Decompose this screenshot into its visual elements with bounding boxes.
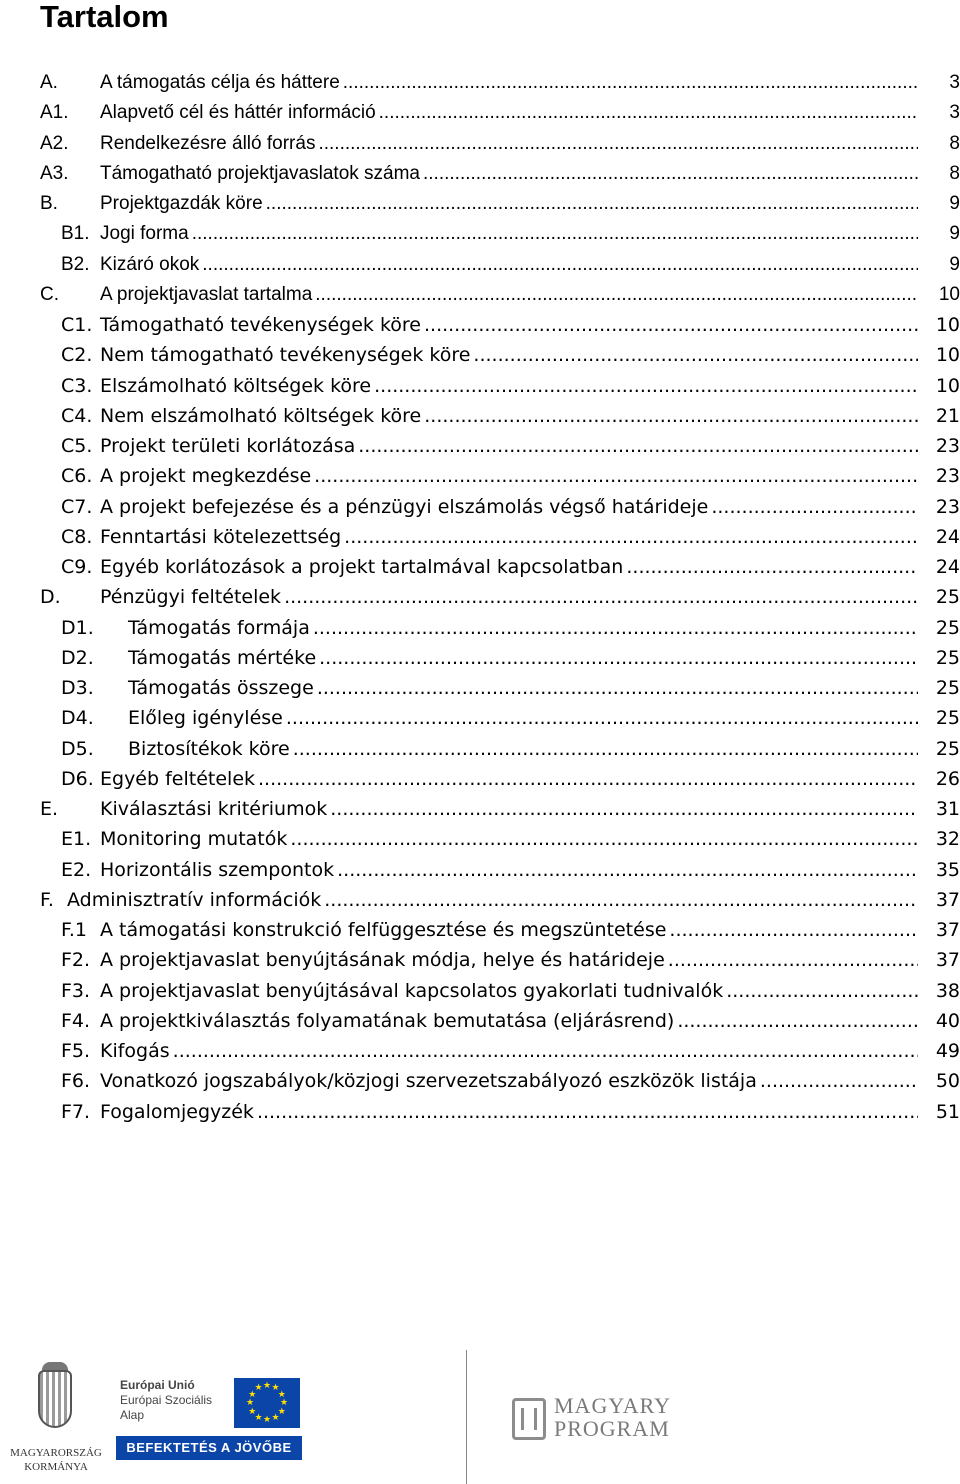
toc-entry-page: 8 xyxy=(949,162,960,184)
toc-entry-page: 10 xyxy=(935,374,960,397)
toc-entry-number: C4. xyxy=(61,404,93,427)
eu-star-icon: ★ xyxy=(254,1383,263,1394)
toc-leader-dots xyxy=(319,643,918,673)
toc-leader-dots xyxy=(330,794,918,824)
toc-entry-number: F4. xyxy=(61,1009,91,1032)
coat-of-arms-icon xyxy=(38,1370,72,1428)
toc-leader-dots xyxy=(173,1036,918,1066)
eu-star-icon: ★ xyxy=(277,1406,286,1417)
toc-entry-label: A projektjavaslat benyújtásával kapcsolatos gyakorlati tudnivalók xyxy=(100,979,724,1002)
toc-entry-label: Kifogás xyxy=(100,1040,170,1062)
toc-entry-page: 51 xyxy=(935,1100,960,1123)
toc-entry[interactable] xyxy=(40,1036,960,1066)
toc-entry-label: Biztosítékok köre xyxy=(128,737,290,760)
eu-flag-icon xyxy=(234,1378,300,1428)
toc-leader-dots xyxy=(317,673,918,703)
toc-entry-label: A projektkiválasztás folyamatának bemutatása (eljárásrend) xyxy=(100,1009,675,1032)
toc-entry-page: 25 xyxy=(935,677,960,699)
toc-entry-label: Egyéb korlátozások a projekt tartalmával kapcsolatban xyxy=(100,556,624,578)
toc-entry-label: Pénzügyi feltételek xyxy=(100,586,282,609)
toc-entry[interactable] xyxy=(40,794,960,824)
toc-leader-dots xyxy=(192,219,918,249)
toc-entry-page: 37 xyxy=(935,919,960,941)
toc-entry[interactable] xyxy=(40,734,960,764)
government-logo-text: MAGYARORSZÁG KORMÁNYA xyxy=(10,1447,102,1473)
toc-entry-label: Rendelkezésre álló forrás xyxy=(100,132,316,154)
magyary-program-logo xyxy=(512,1394,702,1444)
toc-leader-dots xyxy=(358,431,918,461)
toc-leader-dots xyxy=(760,1066,918,1096)
toc-entry-number: C3. xyxy=(61,374,93,397)
toc-leader-dots xyxy=(677,1006,918,1036)
toc-entry[interactable] xyxy=(40,643,960,673)
toc-leader-dots xyxy=(257,1097,918,1127)
toc-leader-dots xyxy=(669,915,918,945)
toc-entry-number: D2. xyxy=(61,646,94,669)
toc-entry-page: 38 xyxy=(935,979,960,1002)
toc-entry-label: A támogatás célja és háttere xyxy=(100,72,340,93)
toc-entry-label: Jogi forma xyxy=(100,223,189,245)
toc-entry[interactable] xyxy=(40,461,960,491)
toc-leader-dots xyxy=(314,461,918,491)
toc-entry-label: A támogatási konstrukció felfüggesztése és megszüntetése xyxy=(100,919,667,941)
toc-entry-label: Elszámolható költségek köre xyxy=(100,374,372,397)
toc-entry-number: C7. xyxy=(61,495,93,518)
toc-entry-label: A projekt befejezése és a pénzügyi elszámolás végső határideje xyxy=(100,495,709,518)
toc-entry-number: A1. xyxy=(40,102,69,124)
toc-entry[interactable] xyxy=(40,492,960,522)
toc-leader-dots xyxy=(344,522,918,552)
toc-entry[interactable] xyxy=(40,582,960,612)
toc-leader-dots xyxy=(293,734,918,764)
toc-entry-page: 40 xyxy=(935,1009,960,1032)
eu-star-icon: ★ xyxy=(248,1406,257,1417)
toc-entry-number: D1. xyxy=(61,616,94,639)
toc-entry-page: 31 xyxy=(935,798,960,820)
eu-banner: BEFEKTETÉS A JÖVŐBE xyxy=(116,1436,302,1460)
toc-entry-number: F.1 xyxy=(61,919,88,941)
eu-star-icon: ★ xyxy=(248,1389,257,1400)
toc-entry-page: 26 xyxy=(935,767,960,790)
magyary-icon xyxy=(512,1398,546,1440)
toc-entry-label: A projekt megkezdése xyxy=(100,465,312,488)
toc-entry-label: Támogatás formája xyxy=(128,616,310,639)
table-of-contents xyxy=(40,68,960,1127)
toc-entry-number: C8. xyxy=(61,525,93,548)
toc-entry-page: 37 xyxy=(935,888,960,911)
toc-entry-page: 3 xyxy=(949,72,960,93)
toc-entry-number: F7. xyxy=(61,1100,91,1123)
toc-entry-number: F2. xyxy=(61,949,91,972)
toc-entry-page: 25 xyxy=(935,586,960,609)
toc-entry-label: Projektgazdák köre xyxy=(100,193,263,214)
toc-entry[interactable] xyxy=(40,1006,960,1036)
toc-entry-page: 25 xyxy=(935,737,960,760)
toc-entry[interactable] xyxy=(40,250,960,280)
toc-entry-number: C2. xyxy=(61,344,93,367)
toc-entry[interactable] xyxy=(40,431,960,461)
toc-entry-page: 25 xyxy=(935,707,960,730)
eu-star-icon: ★ xyxy=(277,1389,286,1400)
toc-entry-page: 35 xyxy=(935,858,960,881)
toc-entry-page: 24 xyxy=(935,525,960,548)
toc-leader-dots xyxy=(315,280,918,310)
page-title: Tartalom xyxy=(40,0,169,34)
toc-entry[interactable] xyxy=(40,945,960,975)
toc-entry-label: Adminisztratív információk xyxy=(67,888,322,911)
toc-entry-number: F5. xyxy=(61,1040,91,1062)
toc-entry-label: Projekt területi korlátozása xyxy=(100,435,356,457)
toc-leader-dots xyxy=(324,885,918,915)
toc-entry[interactable] xyxy=(40,1066,960,1096)
toc-entry-page: 23 xyxy=(935,495,960,518)
toc-leader-dots xyxy=(711,492,918,522)
toc-entry-number: A2. xyxy=(40,132,69,154)
toc-leader-dots xyxy=(424,310,918,340)
toc-leader-dots xyxy=(313,613,918,643)
toc-entry-number: C6. xyxy=(61,465,93,488)
toc-entry[interactable] xyxy=(40,310,960,340)
magyary-logo-text: MAGYARY PROGRAM xyxy=(554,1393,672,1441)
toc-entry-label: A projektjavaslat tartalma xyxy=(100,283,313,305)
eu-star-icon: ★ xyxy=(246,1398,255,1408)
toc-entry-label: Egyéb feltételek xyxy=(100,767,256,790)
toc-entry[interactable] xyxy=(40,371,960,401)
toc-entry[interactable] xyxy=(40,552,960,582)
toc-entry-number: D6. xyxy=(61,767,94,790)
footer-logos xyxy=(0,1350,960,1484)
toc-entry-number: E. xyxy=(40,798,59,820)
toc-entry[interactable] xyxy=(40,764,960,794)
toc-entry[interactable] xyxy=(40,68,960,98)
toc-entry[interactable] xyxy=(40,915,960,945)
toc-leader-dots xyxy=(202,250,918,280)
toc-entry-label: Monitoring mutatók xyxy=(100,828,288,851)
toc-entry-page: 49 xyxy=(935,1040,960,1062)
eu-star-icon: ★ xyxy=(254,1412,263,1423)
toc-entry-page: 50 xyxy=(935,1070,960,1093)
eu-star-icon: ★ xyxy=(271,1412,280,1423)
toc-leader-dots xyxy=(286,703,918,733)
toc-leader-dots xyxy=(668,945,918,975)
toc-entry-number: E2. xyxy=(61,858,92,881)
toc-leader-dots xyxy=(290,824,918,854)
toc-entry-label: Vonatkozó jogszabályok/közjogi szervezetszabályozó eszközök listája xyxy=(100,1070,757,1093)
toc-entry-label: Alapvető cél és háttér információ xyxy=(100,102,376,124)
toc-entry-number: D. xyxy=(40,586,61,609)
toc-entry-page: 25 xyxy=(935,616,960,639)
toc-entry-number: B2. xyxy=(61,253,90,275)
footer-divider xyxy=(466,1350,467,1484)
toc-entry-label: A projektjavaslat benyújtásának módja, helye és határideje xyxy=(100,949,665,972)
toc-entry-page: 9 xyxy=(949,193,960,214)
toc-entry-number: C9. xyxy=(61,556,93,578)
toc-entry-page: 9 xyxy=(949,253,960,275)
toc-entry-label: Támogatható projektjavaslatok száma xyxy=(100,162,420,184)
toc-entry-label: Támogatás mértéke xyxy=(128,646,317,669)
toc-leader-dots xyxy=(258,764,918,794)
toc-entry[interactable] xyxy=(40,340,960,370)
toc-leader-dots xyxy=(423,159,918,189)
toc-leader-dots xyxy=(266,189,918,219)
toc-entry[interactable] xyxy=(40,855,960,885)
toc-entry-label: Előleg igénylése xyxy=(128,707,283,730)
toc-entry[interactable] xyxy=(40,189,960,219)
toc-entry-page: 10 xyxy=(935,344,960,367)
toc-leader-dots xyxy=(374,371,918,401)
toc-entry-label: Nem támogatható tevékenységek köre xyxy=(100,344,471,367)
toc-entry-label: Fenntartási kötelezettség xyxy=(100,525,342,548)
toc-entry-page: 37 xyxy=(935,949,960,972)
toc-entry[interactable] xyxy=(40,98,960,128)
toc-entry-number: D3. xyxy=(61,677,94,699)
toc-entry-page: 10 xyxy=(938,283,960,305)
toc-leader-dots xyxy=(318,129,918,159)
toc-entry-label: Fogalomjegyzék xyxy=(100,1100,254,1123)
toc-entry[interactable] xyxy=(40,976,960,1006)
toc-entry[interactable] xyxy=(40,401,960,431)
toc-leader-dots xyxy=(726,976,918,1006)
toc-entry[interactable] xyxy=(40,219,960,249)
toc-entry[interactable] xyxy=(40,885,960,915)
toc-entry-label: Támogatás összege xyxy=(128,677,314,699)
toc-entry-number: F3. xyxy=(61,979,91,1002)
toc-entry[interactable] xyxy=(40,824,960,854)
toc-entry-number: D4. xyxy=(61,707,94,730)
toc-entry-label: Horizontális szempontok xyxy=(100,858,335,881)
hungarian-government-logo xyxy=(4,1362,108,1484)
toc-entry-number: E1. xyxy=(61,828,92,851)
eu-esf-logo xyxy=(116,1378,304,1460)
toc-entry-label: Kizáró okok xyxy=(100,253,200,275)
toc-leader-dots xyxy=(343,68,918,98)
eu-star-icon: ★ xyxy=(271,1383,280,1394)
toc-entry-page: 23 xyxy=(935,435,960,457)
toc-entry-page: 32 xyxy=(935,828,960,851)
toc-entry-page: 9 xyxy=(949,223,960,245)
toc-leader-dots xyxy=(626,552,918,582)
toc-entry-label: Kiválasztási kritériumok xyxy=(100,798,328,820)
eu-star-icon: ★ xyxy=(263,1381,272,1391)
toc-entry-number: C5. xyxy=(61,435,93,457)
toc-entry[interactable] xyxy=(40,613,960,643)
toc-leader-dots xyxy=(379,98,918,128)
toc-entry-number: D5. xyxy=(61,737,94,760)
toc-leader-dots xyxy=(337,855,918,885)
toc-entry[interactable] xyxy=(40,280,960,310)
toc-entry[interactable] xyxy=(40,1097,960,1127)
toc-entry-page: 8 xyxy=(949,132,960,154)
toc-entry-number: F6. xyxy=(61,1070,91,1093)
toc-entry-label: Nem elszámolható költségek köre xyxy=(100,404,422,427)
toc-leader-dots xyxy=(424,401,918,431)
toc-entry[interactable] xyxy=(40,129,960,159)
toc-entry-page: 24 xyxy=(935,556,960,578)
toc-entry-number: F. xyxy=(40,888,54,911)
toc-entry[interactable] xyxy=(40,673,960,703)
toc-entry-number: B. xyxy=(40,193,58,214)
toc-entry-number: C1. xyxy=(61,314,93,336)
eu-star-icon: ★ xyxy=(280,1398,289,1408)
toc-entry-page: 10 xyxy=(935,314,960,336)
toc-entry-page: 23 xyxy=(935,465,960,488)
toc-entry-page: 21 xyxy=(935,404,960,427)
eu-logo-text: Európai Unió Európai Szociális Alap xyxy=(120,1378,213,1422)
toc-entry[interactable] xyxy=(40,703,960,733)
toc-entry-number: A. xyxy=(40,72,58,93)
toc-entry[interactable] xyxy=(40,522,960,552)
toc-leader-dots xyxy=(473,340,918,370)
toc-entry[interactable] xyxy=(40,159,960,189)
toc-leader-dots xyxy=(284,582,918,612)
toc-entry-label: Támogatható tevékenységek köre xyxy=(100,314,421,336)
toc-entry-number: A3. xyxy=(40,162,69,184)
toc-entry-number: B1. xyxy=(61,223,90,245)
toc-entry-page: 25 xyxy=(935,646,960,669)
toc-entry-number: C. xyxy=(40,283,59,305)
toc-entry-page: 3 xyxy=(949,102,960,124)
eu-star-icon: ★ xyxy=(263,1415,272,1425)
